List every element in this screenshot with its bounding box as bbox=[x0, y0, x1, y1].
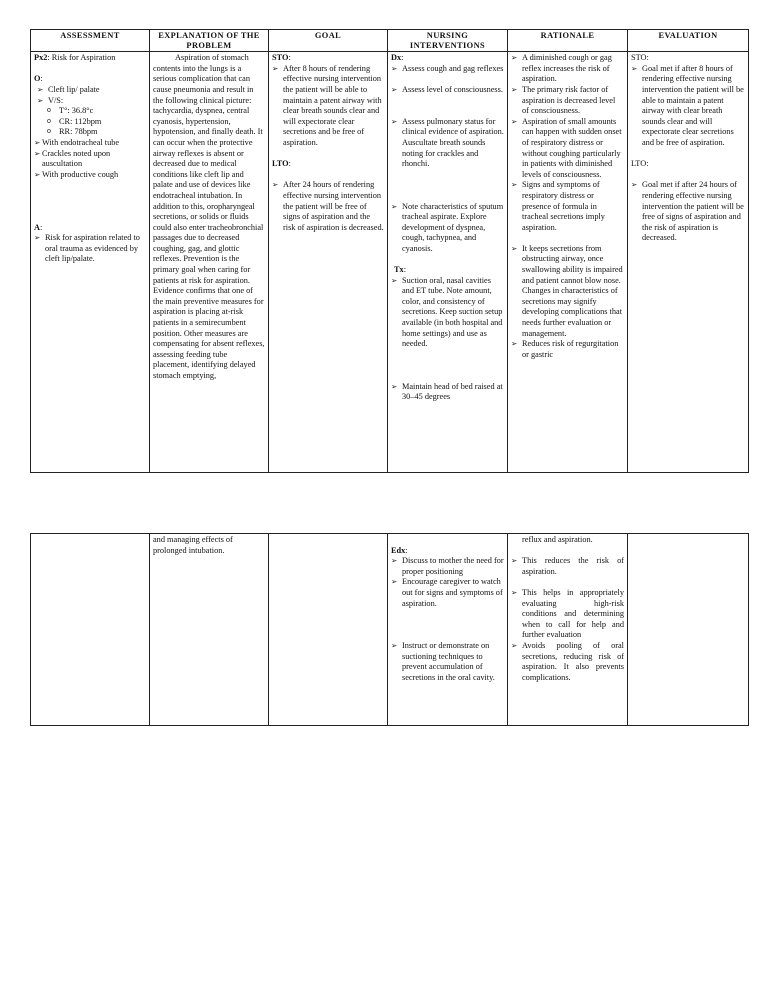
content-row bbox=[31, 52, 749, 473]
tx-item: ➢ Maintain head of bed raised at 30–45 degrees bbox=[391, 382, 504, 403]
tx-label-line: Tx: bbox=[394, 265, 406, 275]
header-nursing-interventions: NURSING INTERVENTIONS bbox=[388, 30, 508, 52]
rationale-item: ➢ Avoids pooling of oral secretions, reducing risk of aspiration. It also prevents complications. bbox=[511, 641, 624, 683]
rationale-item: ➢ It keeps secretions from obstructing airway, once swallowing ability is impaired and patient cannot blow nose. Changes in characteristics of secretions may signify developing complications that needs further evaluation or management. bbox=[511, 244, 624, 339]
px-line bbox=[34, 53, 146, 64]
assessment-cell bbox=[31, 52, 150, 473]
o-item: ➢ With productive cough bbox=[34, 170, 146, 181]
goal-cell-cont bbox=[269, 534, 388, 726]
rationale-cont: reflux and aspiration. bbox=[522, 535, 593, 544]
header-explanation: EXPLANATION OF THE PROBLEM bbox=[150, 30, 269, 52]
header-evaluation: EVALUATION bbox=[628, 30, 749, 52]
px-text: : Risk for Aspiration bbox=[47, 53, 116, 63]
sto-label-line: STO: bbox=[272, 53, 291, 63]
tx-label: Tx bbox=[394, 265, 404, 275]
edx-item: ➢ Discuss to mother the need for proper positioning bbox=[391, 556, 504, 577]
goal-lto-item: ➢ After 24 hours of rendering effective nursing intervention the patient will be free of signs of aspiration and the risk of aspiration is decreased. bbox=[272, 180, 384, 233]
px-label: Px2 bbox=[34, 53, 48, 63]
edx-item: ➢ Encourage caregiver to watch out for signs and symptoms of aspiration. bbox=[391, 577, 504, 609]
goal-sto-label: STO bbox=[272, 53, 289, 63]
explanation-text-cont: and managing effects of prolonged intubation. bbox=[153, 535, 233, 555]
vital-sign: o T°: 36.8°c bbox=[47, 106, 146, 117]
goal-sto-item: ➢ After 8 hours of rendering effective nursing intervention the patient will be able to maintain a patent airway with clear breath sounds clear and will expectorate clear secretions and be free of aspiration. bbox=[272, 64, 384, 149]
objective-label: O bbox=[34, 74, 41, 84]
eval-lto-label: LTO: bbox=[631, 159, 649, 169]
goal-lto-label: LTO bbox=[272, 159, 289, 169]
edx-label-line: Edx: bbox=[391, 545, 408, 555]
header-goal: GOAL bbox=[269, 30, 388, 52]
rationale-cell-cont bbox=[508, 534, 628, 726]
header-rationale: RATIONALE bbox=[508, 30, 628, 52]
eval-sto-item: ➢ Goal met if after 8 hours of rendering effective nursing intervention the patient will be able to maintain a patent airway with clear breath sounds clear and will expectorate clear secretions and be free of aspiration. bbox=[631, 64, 745, 149]
o-item: ➢ Cleft lip/ palate bbox=[37, 85, 146, 96]
lto-label-line: LTO: bbox=[272, 159, 291, 169]
eval-sto-label: STO: bbox=[631, 53, 649, 63]
interventions-cell bbox=[388, 52, 508, 473]
analysis-item: ➢ Risk for aspiration related to oral trauma as evidenced by cleft lip/palate. bbox=[34, 233, 146, 265]
explanation-cell-cont bbox=[150, 534, 269, 726]
o-item: ➢ V/S: bbox=[37, 96, 146, 107]
rationale-item: ➢ This reduces the risk of aspiration. bbox=[511, 556, 624, 577]
rationale-item: ➢ This helps in appropriately evaluating high-risk conditions and determining when to call for help and further evaluation bbox=[511, 588, 624, 641]
dx-item: ➢ Assess cough and gag reflexes bbox=[391, 64, 504, 75]
continuation-row bbox=[31, 534, 749, 726]
rationale-item: ➢ Reduces risk of regurgitation or gastric bbox=[511, 339, 624, 360]
explanation-cell bbox=[150, 52, 269, 473]
rationale-item: ➢ Signs and symptoms of respiratory distress or presence of formula in tracheal secretions imply aspiration. bbox=[511, 180, 624, 233]
analysis-label-line: A: bbox=[34, 222, 43, 232]
header-row bbox=[31, 30, 749, 52]
objective-label-line: O: bbox=[34, 74, 43, 84]
dx-item: ➢ Assess level of consciousness. bbox=[391, 85, 504, 96]
rationale-item: ➢ A diminished cough or gag reflex increases the risk of aspiration. bbox=[511, 53, 624, 85]
evaluation-cell-cont bbox=[628, 534, 749, 726]
care-plan-table-page1 bbox=[30, 29, 749, 473]
eval-lto-item: ➢ Goal met if after 24 hours of rendering effective nursing intervention the patient will be free of signs of aspiration and the risk of aspiration is decreased. bbox=[631, 180, 745, 244]
explanation-text: Aspiration of stomach contents into the lungs is a serious complication that can cause pneumonia and result in the following clinical picture: tachycardia, dyspnea, central cyanosis, hypertension, hypotension, and finally death. It can occur when the protective airway reflexes is absent or decreased due to medical conditions like cleft lip and palate and use of devices like endotracheal intubation. In addition to this, oropharyngeal secretions, or solids or fluids could also enter tracheobronchial passages due to decreased coughing, gag, and glottic reflexes. Prevention is the primary goal when caring for patients at risk for aspiration. Evidence confirms that one of the main preventive measures for aspiration is placing at-risk patients in a semirecumbent position. Other measures are compensating for absent reflexes, assessing feeding tube placement, identifying delayed stomach emptying, bbox=[153, 53, 265, 380]
edx-label: Edx bbox=[391, 545, 406, 555]
vital-sign: o CR: 112bpm bbox=[47, 117, 146, 128]
care-plan-table-page2 bbox=[30, 533, 749, 726]
tx-item: ➢ Suction oral, nasal cavities and ET tube. Note amount, color, and consistency of secretions. Keep suction setup available (in both hospital and home settings) and use as needed. bbox=[391, 276, 504, 350]
edx-item: ➢ Instruct or demonstrate on suctioning techniques to prevent accumulation of secretions in the oral cavity. bbox=[391, 641, 504, 683]
dx-label-line: Dx: bbox=[391, 53, 404, 63]
o-item: ➢ With endotracheal tube bbox=[34, 138, 146, 149]
analysis-label: A bbox=[34, 222, 40, 232]
dx-label: Dx bbox=[391, 53, 402, 63]
dx-item: ➢ Note characteristics of sputum tracheal aspirate. Explore development of dyspnea, cough, tachypnea, and cyanosis. bbox=[391, 202, 504, 255]
vital-sign: o RR: 78bpm bbox=[47, 127, 146, 138]
goal-cell bbox=[269, 52, 388, 473]
o-item: ➢ Crackles noted upon auscultation bbox=[34, 149, 146, 170]
evaluation-cell bbox=[628, 52, 749, 473]
header-assessment: ASSESSMENT bbox=[31, 30, 150, 52]
assessment-cell-cont bbox=[31, 534, 150, 726]
rationale-cell bbox=[508, 52, 628, 473]
interventions-cell-cont bbox=[388, 534, 508, 726]
rationale-item: ➢ Aspiration of small amounts can happen with sudden onset of respiratory distress or without coughing particularly in patients with diminished levels of consciousness. bbox=[511, 117, 624, 181]
dx-item: ➢ Assess pulmonary status for clinical evidence of aspiration. Auscultate breath sounds noting for crackles and rhonchi. bbox=[391, 117, 504, 170]
rationale-item: ➢ The primary risk factor of aspiration is decreased level of consciousness. bbox=[511, 85, 624, 117]
